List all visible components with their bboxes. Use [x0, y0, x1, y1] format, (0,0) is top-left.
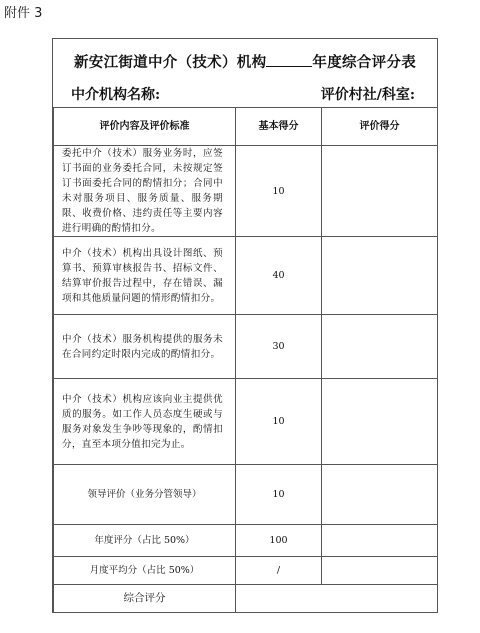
column-header-base: 基本得分: [236, 108, 322, 146]
total-score-field[interactable]: [236, 585, 438, 613]
village-label: 评价村社/科室:: [320, 87, 415, 103]
table-row: [54, 465, 438, 525]
table-header-row: [54, 108, 438, 146]
table-row: [54, 237, 438, 315]
table-row: [54, 525, 438, 557]
column-header-content: 评价内容及评价标准: [54, 108, 236, 146]
total-row: [54, 585, 438, 613]
row-base-score: 100: [236, 525, 322, 557]
score-table: [53, 107, 438, 613]
attachment-label: 附件 3: [4, 6, 43, 21]
row-content: 领导评价（业务分管领导）: [54, 465, 236, 525]
row-content: 中介（技术）服务机构提供的服务未在合同约定时限内完成的酌情扣分。: [54, 315, 236, 379]
table-row: [54, 315, 438, 379]
row-eval-score: [322, 557, 438, 585]
row-eval-score: [322, 146, 438, 237]
score-sheet: [52, 38, 438, 613]
title-suffix: 年度综合评分表: [312, 54, 416, 71]
row-content: 中介（技术）机构出具设计图纸、预算书、预算审核报告书、招标文件、结算审价报告过程中，存在错误、漏项和其他质量问题的情形酌情扣分。: [54, 237, 236, 315]
row-eval-score: [322, 379, 438, 465]
table-row: [54, 557, 438, 585]
row-content: 委托中介（技术）服务业务时，应签订书面的业务委托合同，未按规定签订书面委托合同的酌情扣分；合同中未对服务项目、服务质量、服务期限、收费价格、违约责任等主要内容进行明确的酌情扣分。: [54, 146, 236, 237]
row-eval-score: [322, 465, 438, 525]
row-eval-score: [322, 237, 438, 315]
row-eval-score: [322, 525, 438, 557]
row-base-score: 40: [236, 237, 322, 315]
title-prefix: 新安江街道中介（技术）机构: [73, 54, 267, 71]
table-row: [54, 379, 438, 465]
column-header-eval: 评价得分: [322, 108, 438, 146]
row-base-score: /: [236, 557, 322, 585]
row-content: 月度平均分（占比 50%）: [54, 557, 236, 585]
row-content: 中介（技术）机构应该向业主提供优质的服务。如工作人员态度生硬或与服务对象发生争吵等现象的，酌情扣分，直至本项分值扣完为止。: [54, 379, 236, 465]
total-label: 综合评分: [54, 585, 236, 613]
row-content: 年度评分（占比 50%）: [54, 525, 236, 557]
table-row: [54, 146, 438, 237]
row-base-score: 10: [236, 146, 322, 237]
row-base-score: 30: [236, 315, 322, 379]
row-base-score: 10: [236, 465, 322, 525]
document-title: [53, 51, 437, 72]
org-name-label: 中介机构名称:: [71, 87, 161, 103]
year-blank: [266, 54, 312, 67]
row-eval-score: [322, 315, 438, 379]
row-base-score: 10: [236, 379, 322, 465]
